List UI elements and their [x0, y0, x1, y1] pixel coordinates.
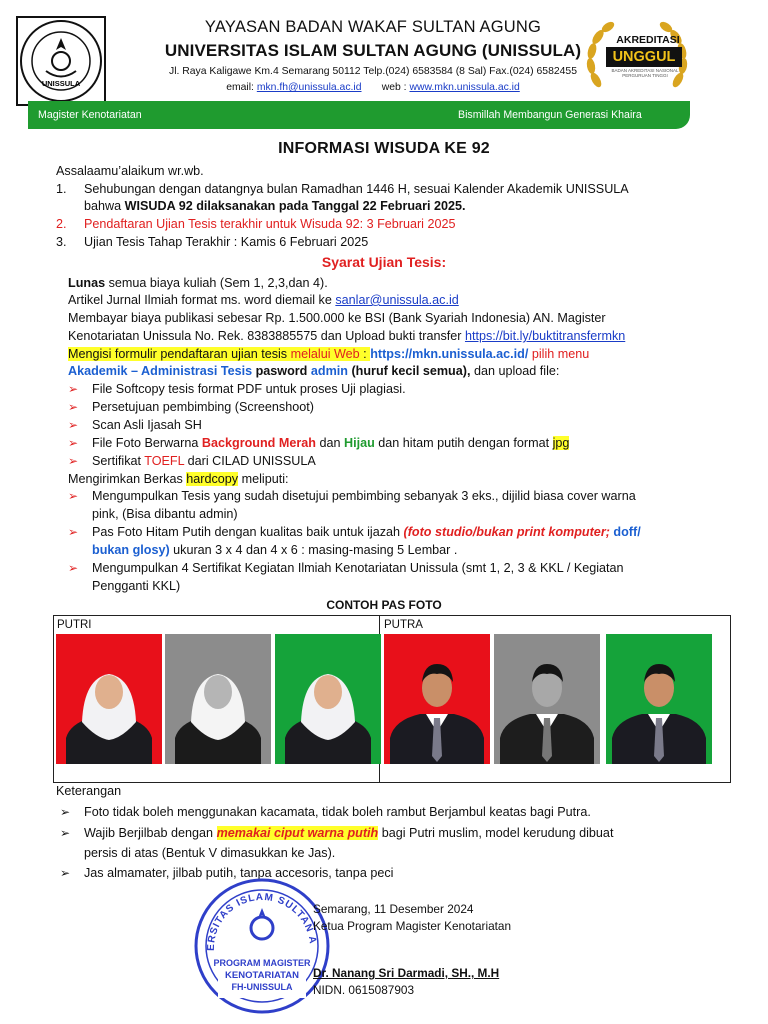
program-motto: Bismillah Membangun Generasi Khaira: [458, 109, 642, 121]
stamp-line-2: KENOTARIATAN: [225, 970, 299, 981]
arrow-bullet-icon: ➢: [68, 561, 79, 575]
photo-putra-red: [384, 634, 490, 764]
requirements-title: Syarat Ujian Tesis:: [321, 254, 447, 270]
notes-title: Keterangan: [56, 784, 122, 798]
file-item-photo: File Foto Berwarna Background Merah dan Hijau dan hitam putih dengan format jpg: [92, 436, 570, 450]
address: Jl. Raya Kaligawe Km.4 Semarang 50112 Telp.(024) 6583584 (8 Sal) Fax.(024) 6582455: [169, 66, 577, 77]
place-date: Semarang, 11 Desember 2024: [313, 902, 474, 916]
accreditation-grade: UNGGUL: [606, 47, 682, 67]
arrow-bullet-icon: ➢: [68, 382, 79, 396]
photo-putra-gray: [494, 634, 600, 764]
web-link[interactable]: www.mkn.unissula.ac.id: [409, 82, 520, 93]
arrow-bullet-icon: ➢: [60, 866, 71, 880]
note-2-line-1: Wajib Berjilbab dengan memakai ciput warna putih bagi Putri muslim, model kerudung dibuat: [84, 826, 614, 840]
photo-putri-gray: [165, 634, 271, 764]
stamp-line-1: PROGRAM MAGISTER: [213, 958, 311, 968]
email-link[interactable]: mkn.fh@unissula.ac.id: [256, 82, 362, 93]
logo-text: UNISSULA: [41, 79, 81, 88]
putra-label: PUTRA: [384, 619, 423, 631]
foundation-name: YAYASAN BADAN WAKAF SULTAN AGUNG: [204, 18, 542, 36]
file-item-toefl: Sertifikat TOEFL dari CILAD UNISSULA: [92, 454, 316, 468]
registration-url-link[interactable]: https://mkn.unissula.ac.id/: [370, 347, 529, 361]
req-biaya-line-2: Kenotariatan Unissula No. Rek. 8383885575 dan Upload bukti transfer https://bit.ly/buktitransfermkn: [68, 329, 626, 343]
hardcopy-item-1-line-2: pink, (Bisa dibantu admin): [92, 507, 238, 521]
arrow-bullet-icon: ➢: [68, 489, 79, 503]
req-artikel: Artikel Jurnal Ilmiah format ms. word diemail ke sanlar@unissula.ac.id: [68, 293, 459, 307]
item-2-registration-deadline: Pendaftaran Ujian Tesis terakhir untuk Wisuda 92: 3 Februari 2025: [84, 217, 456, 231]
photo-putri-green: [275, 634, 381, 764]
hardcopy-intro: Mengirimkan Berkas hardcopy meliputi:: [68, 472, 289, 486]
arrow-bullet-icon: ➢: [68, 436, 79, 450]
photo-putri-red: [56, 634, 162, 764]
arrow-bullet-icon: ➢: [60, 805, 71, 819]
university-name: UNIVERSITAS ISLAM SULTAN AGUNG (UNISSULA): [164, 41, 582, 60]
item-1-line-2: bahwa WISUDA 92 dilaksanakan pada Tanggal 22 Februari 2025.: [84, 199, 466, 213]
artikel-email-link[interactable]: sanlar@unissula.ac.id: [335, 293, 459, 307]
hardcopy-item-2-line-1: Pas Foto Hitam Putih dengan kualitas baik untuk ijazah (foto studio/bukan print komputer; doff/: [92, 525, 641, 539]
file-item: Scan Asli Ijasah SH: [92, 418, 202, 432]
email-label: email:: [226, 82, 254, 93]
item-number: 3.: [56, 235, 67, 249]
photo-examples-table: [53, 615, 731, 783]
photo-examples-caption: CONTOH PAS FOTO: [326, 598, 442, 612]
note-3: Jas almamater, jilbab putih, tanpa accesoris, tanpa peci: [84, 866, 394, 880]
hardcopy-item-3-line-2: Pengganti KKL): [92, 579, 181, 593]
file-item: File Softcopy tesis format PDF untuk proses Uji plagiasi.: [92, 382, 406, 396]
svg-text:UNIVERSITAS ISLAM SULTAN AGUNG: [192, 876, 318, 951]
req-biaya-line-1: Membayar biaya publikasi sebesar Rp. 1.500.000 ke BSI (Bank Syariah Indonesia) AN. Magister: [68, 311, 606, 325]
req-form-line-2: Akademik – Administrasi Tesis pasword admin (huruf kecil semua), dan upload file:: [68, 364, 560, 378]
signer-position: Ketua Program Magister Kenotariatan: [313, 919, 512, 933]
arrow-bullet-icon: ➢: [60, 826, 71, 840]
hardcopy-item-1-line-1: Mengumpulkan Tesis yang sudah disetujui pembimbing sebanyak 3 eks., dijilid biasa cover warna: [92, 489, 636, 503]
note-1: Foto tidak boleh menggunakan kacamata, tidak boleh rambut Berjambul keatas bagi Putra.: [84, 805, 591, 819]
item-number: 2.: [56, 217, 67, 231]
accreditation-label: AKREDITASI: [616, 34, 680, 46]
arrow-bullet-icon: ➢: [68, 454, 79, 468]
req-lunas: Lunas semua biaya kuliah (Sem 1, 2,3,dan 4).: [68, 276, 328, 290]
greeting: Assalaamu’alaikum wr.wb.: [56, 164, 204, 178]
program-name: Magister Kenotariatan: [38, 109, 142, 121]
stamp-line-3: FH-UNISSULA: [231, 982, 293, 992]
stamp-ring-text: ERSITAS ISLAM SULTAN A: [205, 891, 318, 951]
putri-label: PUTRI: [57, 619, 92, 631]
req-form-line-1: Mengisi formulir pendaftaran ujian tesis melalui Web : https://mkn.unissula.ac.id/ pilih menu: [68, 347, 590, 361]
web-label: web :: [381, 82, 407, 93]
accreditation-sub: BADAN AKREDITASI NASIONAL PERGURUAN TINGGI: [611, 68, 679, 78]
hardcopy-item-3-line-1: Mengumpulkan 4 Sertifikat Kegiatan Ilmiah Kenotariatan Unissula (smt 1, 2, 3 & KKL / Kegiatan: [92, 561, 624, 575]
wisuda-date: WISUDA 92 dilaksanakan pada Tanggal 22 Februari 2025.: [124, 199, 466, 213]
photo-putra-green: [606, 634, 712, 764]
arrow-bullet-icon: ➢: [68, 525, 79, 539]
item-number: 1.: [56, 182, 67, 196]
arrow-bullet-icon: ➢: [68, 400, 79, 414]
arrow-bullet-icon: ➢: [68, 418, 79, 432]
file-item: Persetujuan pembimbing (Screenshoot): [92, 400, 314, 414]
item-3-exam-date: Ujian Tesis Tahap Terakhir : Kamis 6 Februari 2025: [84, 235, 369, 249]
official-stamp: [192, 876, 332, 1016]
signer-nidn: NIDN. 0615087903: [313, 983, 414, 997]
unissula-logo: [16, 16, 106, 106]
item-1-line-1: Sehubungan dengan datangnya bulan Ramadhan 1446 H, sesuai Kalender Akademik UNISSULA: [84, 182, 629, 196]
signer-name: Dr. Nanang Sri Darmadi, SH., M.H: [313, 966, 500, 980]
contact-line: [108, 82, 638, 93]
transfer-proof-link[interactable]: https://bit.ly/buktitransfermkn: [464, 329, 626, 343]
note-2-line-2: persis di atas (Bentuk V dimasukkan ke Jas).: [84, 846, 336, 860]
hardcopy-item-2-line-2: bukan glosy) ukuran 3 x 4 dan 4 x 6 : masing-masing 5 Lembar .: [92, 543, 458, 557]
document-title: INFORMASI WISUDA KE 92: [278, 140, 490, 157]
program-bar: [28, 101, 690, 129]
